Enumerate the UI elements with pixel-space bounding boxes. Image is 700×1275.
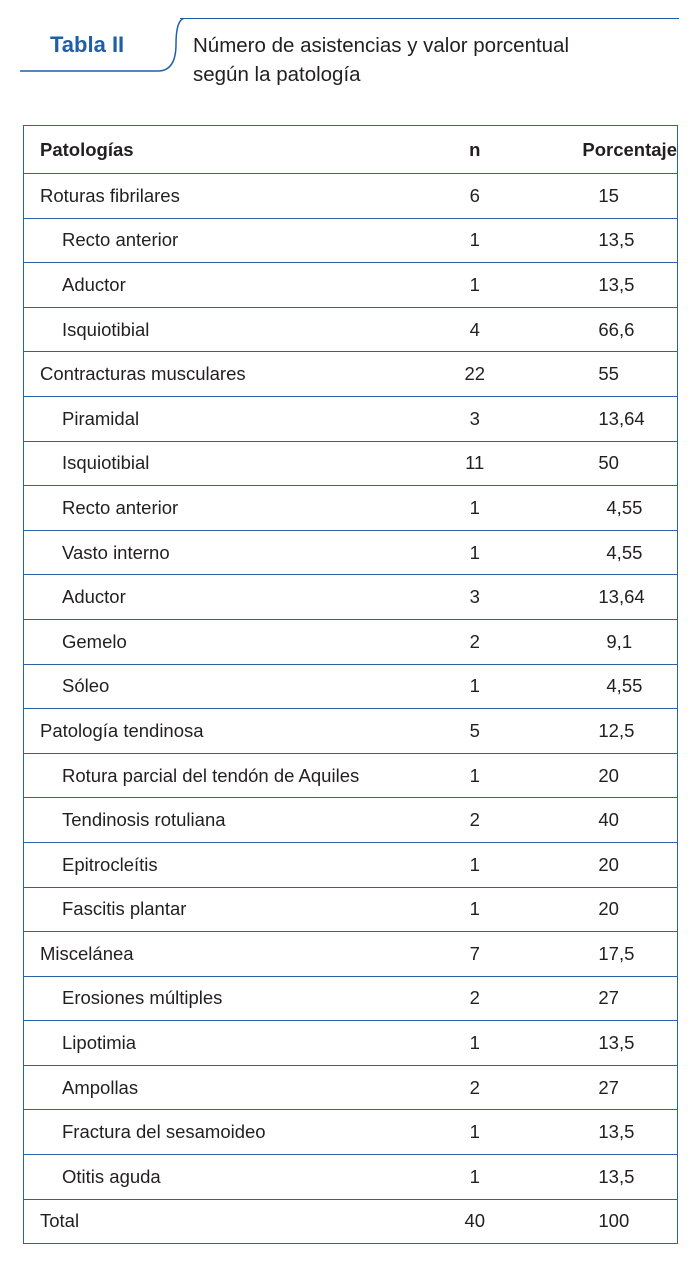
percentage-cell: 27 (518, 976, 677, 1021)
percentage-cell: 13,64 (518, 575, 677, 620)
percentage-cell: 9,1 (518, 619, 677, 664)
table-row (24, 174, 678, 219)
percentage-cell: 55 (518, 352, 677, 397)
percentage-cell: 13,5 (518, 218, 677, 263)
table-row (24, 664, 678, 709)
table-row (24, 1065, 678, 1110)
pathology-cell: Recto anterior (24, 218, 432, 263)
percentage-cell: 4,55 (518, 486, 677, 531)
count-cell: 1 (431, 530, 518, 575)
percentage-cell: 27 (518, 1065, 677, 1110)
table-row (24, 352, 678, 397)
percentage-cell: 20 (518, 842, 677, 887)
count-cell: 1 (431, 1110, 518, 1155)
percentage-cell: 17,5 (518, 932, 677, 977)
count-cell: 2 (431, 798, 518, 843)
table-row (24, 976, 678, 1021)
table-row (24, 530, 678, 575)
percentage-cell: 100 (598, 1210, 630, 1232)
percentage-cell: 13,5 (518, 1021, 677, 1066)
pathology-cell: Tendinosis rotuliana (24, 798, 432, 843)
column-header-n: n (431, 126, 518, 174)
count-cell: 1 (431, 753, 518, 798)
pathology-cell: Epitrocleítis (24, 842, 432, 887)
column-header-percentage: Porcentaje (518, 126, 677, 174)
pathology-cell: Recto anterior (24, 486, 432, 531)
percentage-cell: 13,5 (518, 263, 677, 308)
table-header (0, 0, 700, 100)
table-row (24, 753, 678, 798)
pathology-cell: Gemelo (24, 619, 432, 664)
table-number-label: Tabla II (50, 32, 125, 57)
table-row (24, 1110, 678, 1155)
count-cell: 3 (431, 396, 518, 441)
count-cell: 1 (431, 263, 518, 308)
table-caption (193, 31, 673, 89)
percentage-cell: 20 (518, 753, 677, 798)
count-cell: 7 (431, 932, 518, 977)
table-row (24, 932, 678, 977)
pathology-cell: Total (40, 1210, 80, 1232)
percentage-cell: 66,6 (518, 307, 677, 352)
percentage-cell: 15 (518, 174, 677, 219)
table-row (24, 486, 678, 531)
top-rule (180, 18, 679, 19)
caption-line-1: Número de asistencias y valor porcentual (193, 34, 570, 57)
pathology-cell: Fractura del sesamoideo (24, 1110, 432, 1155)
table-row (24, 798, 678, 843)
pathology-cell: Rotura parcial del tendón de Aquiles (24, 753, 432, 798)
percentage-cell: 4,55 (518, 664, 677, 709)
pathology-cell: Sóleo (24, 664, 432, 709)
pathology-cell: Aductor (24, 575, 432, 620)
pathology-cell: Fascitis plantar (24, 887, 432, 932)
percentage-cell: 50 (518, 441, 677, 486)
percentage-cell: 20 (518, 887, 677, 932)
pathology-cell: Ampollas (24, 1065, 432, 1110)
pathology-cell: Aductor (24, 263, 432, 308)
percentage-cell: 12,5 (518, 709, 677, 754)
pathology-cell: Lipotimia (24, 1021, 432, 1066)
table-row (24, 263, 678, 308)
count-cell: 1 (431, 842, 518, 887)
table-row (24, 842, 678, 887)
table-row (24, 1021, 678, 1066)
count-cell: 2 (431, 976, 518, 1021)
pathology-cell: Isquiotibial (24, 307, 432, 352)
pathology-cell: Patología tendinosa (24, 709, 432, 754)
table-row (24, 396, 678, 441)
count-cell: 2 (431, 619, 518, 664)
pathology-table (23, 125, 678, 1244)
count-cell: 1 (431, 887, 518, 932)
count-cell: 4 (431, 307, 518, 352)
count-cell: 1 (431, 218, 518, 263)
table-row (24, 709, 678, 754)
table-row (24, 1199, 678, 1244)
table-row (24, 887, 678, 932)
pathology-cell: Vasto interno (24, 530, 432, 575)
table-row (24, 1155, 678, 1200)
count-cell: 40 (464, 1210, 486, 1232)
count-cell: 22 (431, 352, 518, 397)
pathology-cell: Isquiotibial (24, 441, 432, 486)
column-header-pathology: Patologías (24, 126, 432, 174)
table-row (24, 619, 678, 664)
pathology-cell: Erosiones múltiples (24, 976, 432, 1021)
count-cell: 11 (431, 441, 518, 486)
pathology-cell: Contracturas musculares (24, 352, 432, 397)
count-cell: 5 (431, 709, 518, 754)
caption-line-2: según la patología (193, 63, 361, 86)
percentage-cell: 13,5 (518, 1110, 677, 1155)
percentage-cell: 13,64 (518, 396, 677, 441)
count-cell: 1 (431, 486, 518, 531)
percentage-cell: 40 (518, 798, 677, 843)
count-cell: 1 (431, 1021, 518, 1066)
pathology-cell: Miscelánea (24, 932, 432, 977)
table-row (24, 441, 678, 486)
count-cell: 3 (431, 575, 518, 620)
percentage-cell: 4,55 (518, 530, 677, 575)
pathology-cell: Piramidal (24, 396, 432, 441)
table-row (24, 575, 678, 620)
count-cell: 1 (431, 1155, 518, 1200)
table-header-row (24, 126, 678, 174)
pathology-cell: Otitis aguda (24, 1155, 432, 1200)
table-row (24, 218, 678, 263)
pathology-cell: Roturas fibrilares (24, 174, 432, 219)
table-row (24, 307, 678, 352)
count-cell: 6 (431, 174, 518, 219)
percentage-cell: 13,5 (518, 1155, 677, 1200)
count-cell: 1 (431, 664, 518, 709)
count-cell: 2 (431, 1065, 518, 1110)
